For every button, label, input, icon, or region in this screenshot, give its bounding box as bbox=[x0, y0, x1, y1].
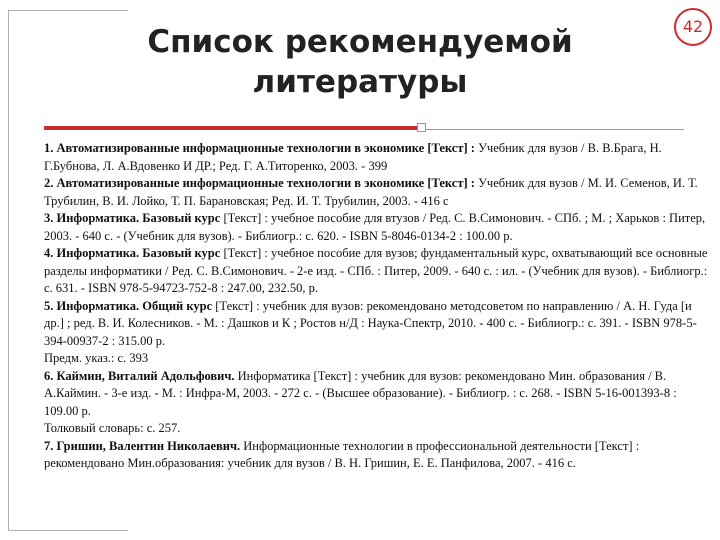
reference-text: Учебник для вузов / М. И. Семенов, И. Т. Трубилин, В. И. Лойко, Т. П. Барановская; Ред. И. Т. Трубилин, 2003. - 416 с bbox=[44, 176, 698, 208]
reference-text: Информационные технологии в профессиональной деятельности [Текст] : рекомендовано Мин.образования: учебник для вузов / В. Н. Гришин, Е. Е. Панфилова, 2007. - 416 с. bbox=[44, 438, 640, 470]
reference-item bbox=[44, 245, 712, 298]
reference-item bbox=[44, 368, 712, 421]
reference-text: [Текст] : учебное пособие для втузов / Ред. С. В.Симонович. - СПб. ; М. ; Харьков : Питер, 2003. - 640 с. - (Учебник для вузов). - Библиогр.: с. 620. - ISBN 5-8046-0134-2 : 100.00 р. bbox=[44, 211, 706, 243]
reference-text: Толковый словарь: с. 257. bbox=[44, 421, 181, 435]
reference-text: Предм. указ.: с. 393 bbox=[44, 351, 149, 365]
reference-heading: 1. Автоматизированные информационные технологии в экономике [Текст] : bbox=[44, 141, 475, 155]
reference-item bbox=[44, 438, 712, 473]
page-number-badge: 42 bbox=[674, 8, 712, 46]
reference-text: [Текст] : учебное пособие для вузов; фундаментальный курс, охватывающий все основные разделы информатики / Ред. С. В.Симонович. - 2-е изд. - СПб. : Питер, 2009. - 640 с. : ил. - (Учебник для вузов). - Библиогр.: с. 631. - ISBN 978-5-94723-752-8 : 247.00, 232.50, р. bbox=[44, 246, 708, 295]
reference-heading: 2. Автоматизированные информационные технологии в экономике [Текст] : bbox=[44, 176, 475, 190]
reference-heading: 7. Гришин, Валентин Николаевич. bbox=[44, 438, 241, 453]
frame-bottom-border bbox=[8, 530, 128, 531]
reference-heading: 3. Информатика. Базовый курс bbox=[44, 211, 221, 225]
frame-top-border bbox=[8, 10, 128, 11]
reference-heading: 5. Информатика. Общий курс bbox=[44, 298, 213, 313]
reference-item bbox=[44, 298, 712, 351]
reference-item bbox=[44, 210, 712, 245]
reference-heading: 4. Информатика. Базовый курс bbox=[44, 246, 221, 260]
slide-title bbox=[60, 22, 660, 102]
reference-text: [Текст] : учебник для вузов: рекомендовано методсоветом по направлению / А. Н. Гуда [и др.] ; ред. В. И. Колесников. - М. : Дашков и К ; Ростов н/Д : Наука-Спектр, 2010. - 400 с. - Библиогр.: с. 391. - ISBN 978-5-394-00937-2 : 315.00 р. bbox=[44, 298, 697, 348]
reference-list bbox=[44, 140, 712, 473]
reference-heading: 6. Каймин, Виталий Адольфович. bbox=[44, 368, 235, 383]
reference-text: Информатика [Текст] : учебник для вузов: рекомендовано Мин. образования / В. А.Каймин. - 3-е изд. - М. : Инфра-М, 2003. - 272 с. - (Высшее образование). - Библиогр. : с. 268. - ISBN 5-16-001393-8 : 109.00 р. bbox=[44, 368, 677, 418]
reference-text: Учебник для вузов / В. В.Брага, Н. Г.Бубнова, Л. А.Вдовенко И ДР.; Ред. Г. А.Титоренко, 2003. - 399 bbox=[44, 141, 662, 173]
title-divider-accent bbox=[44, 126, 419, 130]
slide-title-line-2: литературы bbox=[252, 64, 468, 100]
reference-note bbox=[44, 350, 712, 368]
reference-item bbox=[44, 140, 712, 175]
reference-item bbox=[44, 175, 712, 210]
slide-title-line-1: Список рекомендуемой bbox=[147, 24, 573, 60]
reference-note bbox=[44, 420, 712, 438]
title-divider-marker bbox=[417, 123, 426, 132]
frame-left-border bbox=[8, 10, 9, 530]
